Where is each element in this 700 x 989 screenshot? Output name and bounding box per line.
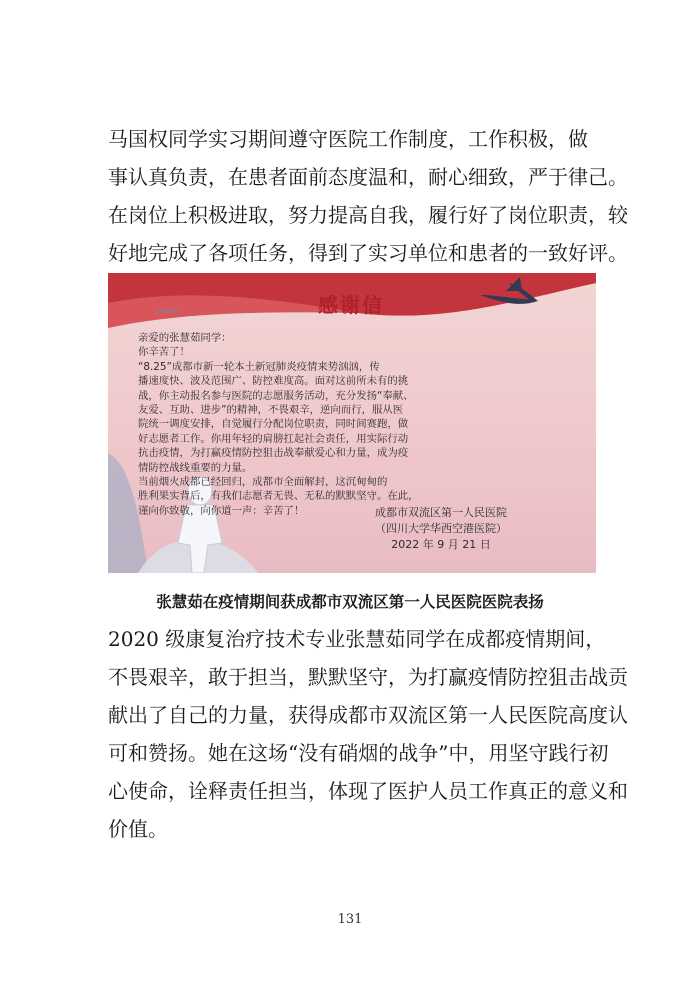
letter-body [138, 331, 518, 518]
letter-line: 战，你主动报名参与医院的志愿服务活动，充分发扬“奉献、 [138, 389, 414, 402]
signature-date: 2022 年 9 月 21 日 [391, 538, 491, 551]
letter-line: 友爱、互助、进步”的精神，不畏艰辛，逆向而行，服从医 [138, 404, 404, 417]
text-line: 可和赞扬。她在这场“没有硝烟的战争”中，用坚守践行初 [108, 741, 609, 765]
letter-signature [346, 505, 536, 553]
text-line: 马国权同学实习期间遵守医院工作制度，工作积极，做 [108, 127, 588, 151]
signature-org-alt: （四川大学华西空港医院） [375, 522, 507, 535]
thank-you-letter-photo [108, 273, 596, 573]
letter-line: 胜利果实背后，有我们志愿者无畏、无私的默默坚守。在此， [138, 490, 419, 503]
signature-org: 成都市双流区第一人民医院 [375, 506, 507, 519]
letter-line: 亲爱的张慧茹同学： [138, 332, 232, 344]
paragraph-1 [108, 120, 628, 272]
letter-line: 谨向你致敬，向你道一声：辛苦了！ [138, 504, 305, 517]
letter-line: 好志愿者工作。你用年轻的肩膀扛起社会责任，用实际行动 [138, 432, 409, 445]
paragraph-2 [108, 620, 628, 848]
page-number: 131 [337, 912, 363, 927]
letter-line: 抗击疫情，为打赢疫情防控狙击战奉献爱心和力量，成为疫 [138, 447, 409, 460]
text-line: 好地完成了各项任务，得到了实习单位和患者的一致好评。 [108, 241, 628, 265]
letter-line: “8.25”成都市新一轮本土新冠肺炎疫情来势汹汹，传 [138, 360, 380, 373]
letter-line: 情防控战线重要的力量。 [138, 461, 253, 474]
text-line: 事认真负责，在患者面前态度温和，耐心细致，严于律己。 [108, 165, 628, 189]
letter-line: 当前烟火成都已经回归，成都市全面解封，这沉甸甸的 [138, 476, 388, 489]
text-line: 不畏艰辛，敢于担当，默默坚守，为打赢疫情防控狙击战贡 [108, 665, 628, 689]
letter-line: 你辛苦了！ [138, 346, 190, 359]
letter-title: 感谢信 [318, 293, 384, 317]
text-line: 价值。 [108, 817, 168, 841]
photo-caption: 张慧茹在疫情期间获成都市双流区第一人民医院医院表扬 [156, 593, 544, 611]
text-line: 2020 级康复治疗技术专业张慧茹同学在成都疫情期间， [108, 627, 606, 651]
text-line: 心使命，诠释责任担当，体现了医护人员工作真正的意义和 [108, 779, 628, 803]
letter-line: 播速度快、波及范围广、防控难度高。面对这前所未有的挑 [138, 375, 409, 388]
text-line: 在岗位上积极进取，努力提高自我，履行好了岗位职责，较 [108, 203, 628, 227]
letter-line: 院统一调度安排，自觉履行分配岗位职责，同时间赛跑，做 [138, 418, 409, 431]
text-line: 献出了自己的力量，获得成都市双流区第一人民医院高度认 [108, 703, 628, 727]
